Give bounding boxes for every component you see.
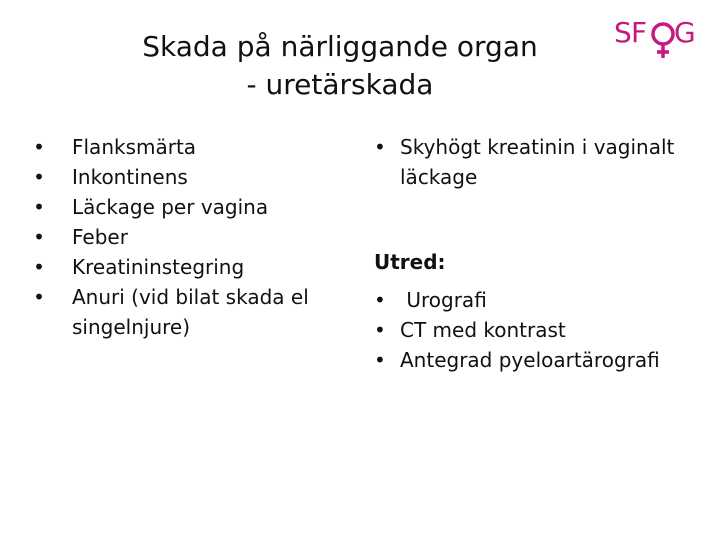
list-item-text: Inkontinens bbox=[72, 165, 188, 189]
list-item-text: Antegrad pyeloartärografi bbox=[400, 348, 660, 372]
bullet-icon: • bbox=[33, 255, 45, 279]
list-item bbox=[370, 345, 700, 375]
bullet-icon: • bbox=[33, 195, 45, 219]
list-item bbox=[32, 282, 342, 342]
bullet-icon: • bbox=[374, 348, 386, 372]
bullet-icon: • bbox=[33, 135, 45, 159]
list-item-text: Anuri (vid bilat skada el singelnjure) bbox=[72, 285, 309, 339]
findings-list bbox=[370, 132, 700, 192]
bullet-icon: • bbox=[33, 285, 45, 309]
bullet-icon: • bbox=[374, 318, 386, 342]
list-item-text: Skyhögt kreatinin i vaginalt läckage bbox=[400, 135, 675, 189]
bullet-icon: • bbox=[33, 165, 45, 189]
investigation-list bbox=[370, 285, 700, 375]
title-line-1: Skada på närliggande organ bbox=[142, 30, 538, 63]
list-item bbox=[32, 132, 342, 162]
svg-text:F: F bbox=[631, 16, 648, 49]
list-item bbox=[370, 315, 700, 345]
svg-text:S: S bbox=[614, 16, 630, 49]
bullet-icon: • bbox=[374, 288, 386, 312]
bullet-icon: • bbox=[374, 135, 386, 159]
investigation-heading: Utred: bbox=[374, 250, 446, 274]
svg-text:G: G bbox=[674, 16, 696, 49]
slide-title bbox=[60, 28, 620, 104]
list-item bbox=[32, 222, 342, 252]
list-item-text: Läckage per vagina bbox=[72, 195, 269, 219]
list-item-text: Kreatininstegring bbox=[72, 255, 245, 279]
list-item-text: CT med kontrast bbox=[400, 318, 566, 342]
list-item bbox=[370, 132, 700, 192]
sfog-logo bbox=[614, 12, 700, 60]
symptom-list bbox=[32, 132, 342, 342]
sfog-logo-icon bbox=[614, 12, 700, 60]
list-item-text: Flanksmärta bbox=[72, 135, 197, 159]
list-item bbox=[370, 285, 700, 315]
list-item bbox=[32, 192, 342, 222]
bullet-icon: • bbox=[33, 225, 45, 249]
list-item bbox=[32, 252, 342, 282]
list-item-text: Feber bbox=[72, 225, 128, 249]
title-line-2: - uretärskada bbox=[246, 68, 434, 101]
list-item bbox=[32, 162, 342, 192]
list-item-text: Urografi bbox=[400, 288, 487, 312]
